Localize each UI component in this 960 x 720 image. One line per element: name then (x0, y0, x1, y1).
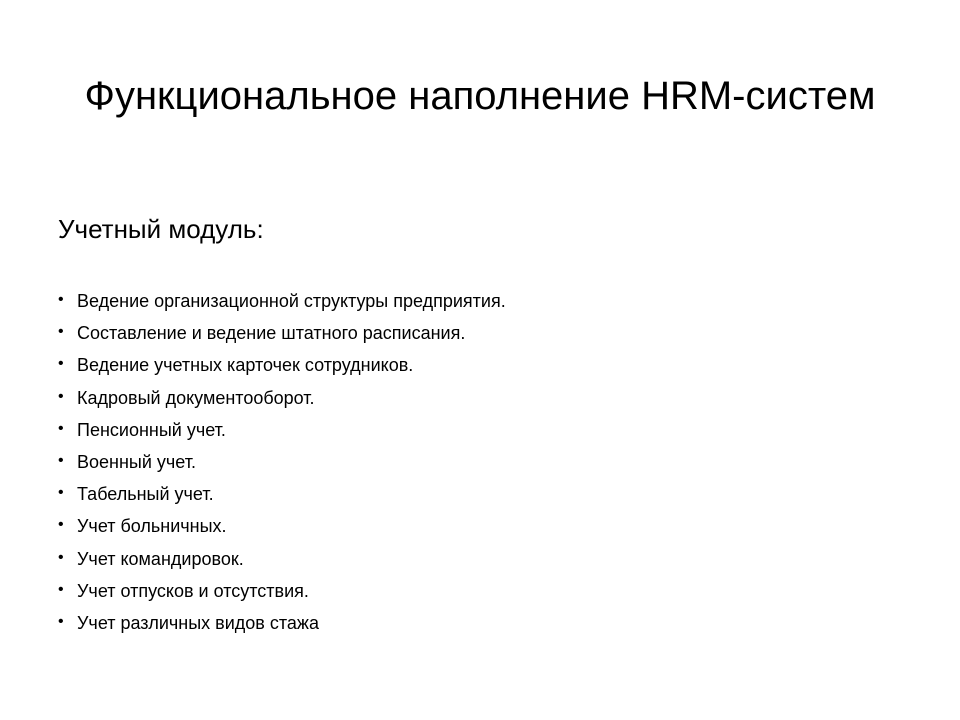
list-item (58, 317, 506, 349)
bullet-icon: • (58, 387, 64, 405)
list-item (58, 414, 506, 446)
list-item-text: Учет отпусков и отсутствия. (77, 580, 309, 601)
list-item (58, 349, 506, 381)
list-item (58, 285, 506, 317)
bullet-icon: • (58, 451, 64, 469)
list-item-text: Ведение организационной структуры предприятия. (77, 291, 506, 311)
list-item-text: Учет различных видов стажа (77, 612, 319, 633)
section-heading: Учетный модуль: (58, 214, 264, 244)
list-item-text: Кадровый документооборот. (77, 387, 315, 408)
bullet-icon: • (58, 355, 64, 373)
bullet-icon: • (58, 516, 64, 534)
bullet-icon: • (58, 323, 64, 341)
bullet-icon: • (58, 419, 64, 437)
bullet-list (58, 285, 506, 639)
bullet-icon: • (58, 612, 64, 630)
bullet-icon: • (58, 484, 64, 502)
bullet-icon: • (58, 580, 64, 598)
list-item-text: Ведение учетных карточек сотрудников. (77, 355, 414, 376)
list-item-text: Учет больничных. (77, 516, 227, 537)
list-item (58, 543, 506, 575)
list-item-text: Учет командировок. (77, 548, 244, 569)
bullet-icon: • (58, 548, 64, 566)
list-item-text: Пенсионный учет. (77, 419, 226, 440)
list-item-text: Табельный учет. (77, 484, 214, 505)
list-item-text: Военный учет. (77, 451, 196, 472)
list-item-text: Составление и ведение штатного расписания. (77, 323, 466, 344)
list-item (58, 575, 506, 607)
list-item (58, 478, 506, 510)
bullet-icon: • (58, 291, 64, 308)
slide-title: Функциональное наполнение HRM-систем (84, 74, 876, 118)
list-item (58, 382, 506, 414)
list-item (58, 446, 506, 478)
list-item (58, 607, 506, 639)
list-item (58, 510, 506, 542)
